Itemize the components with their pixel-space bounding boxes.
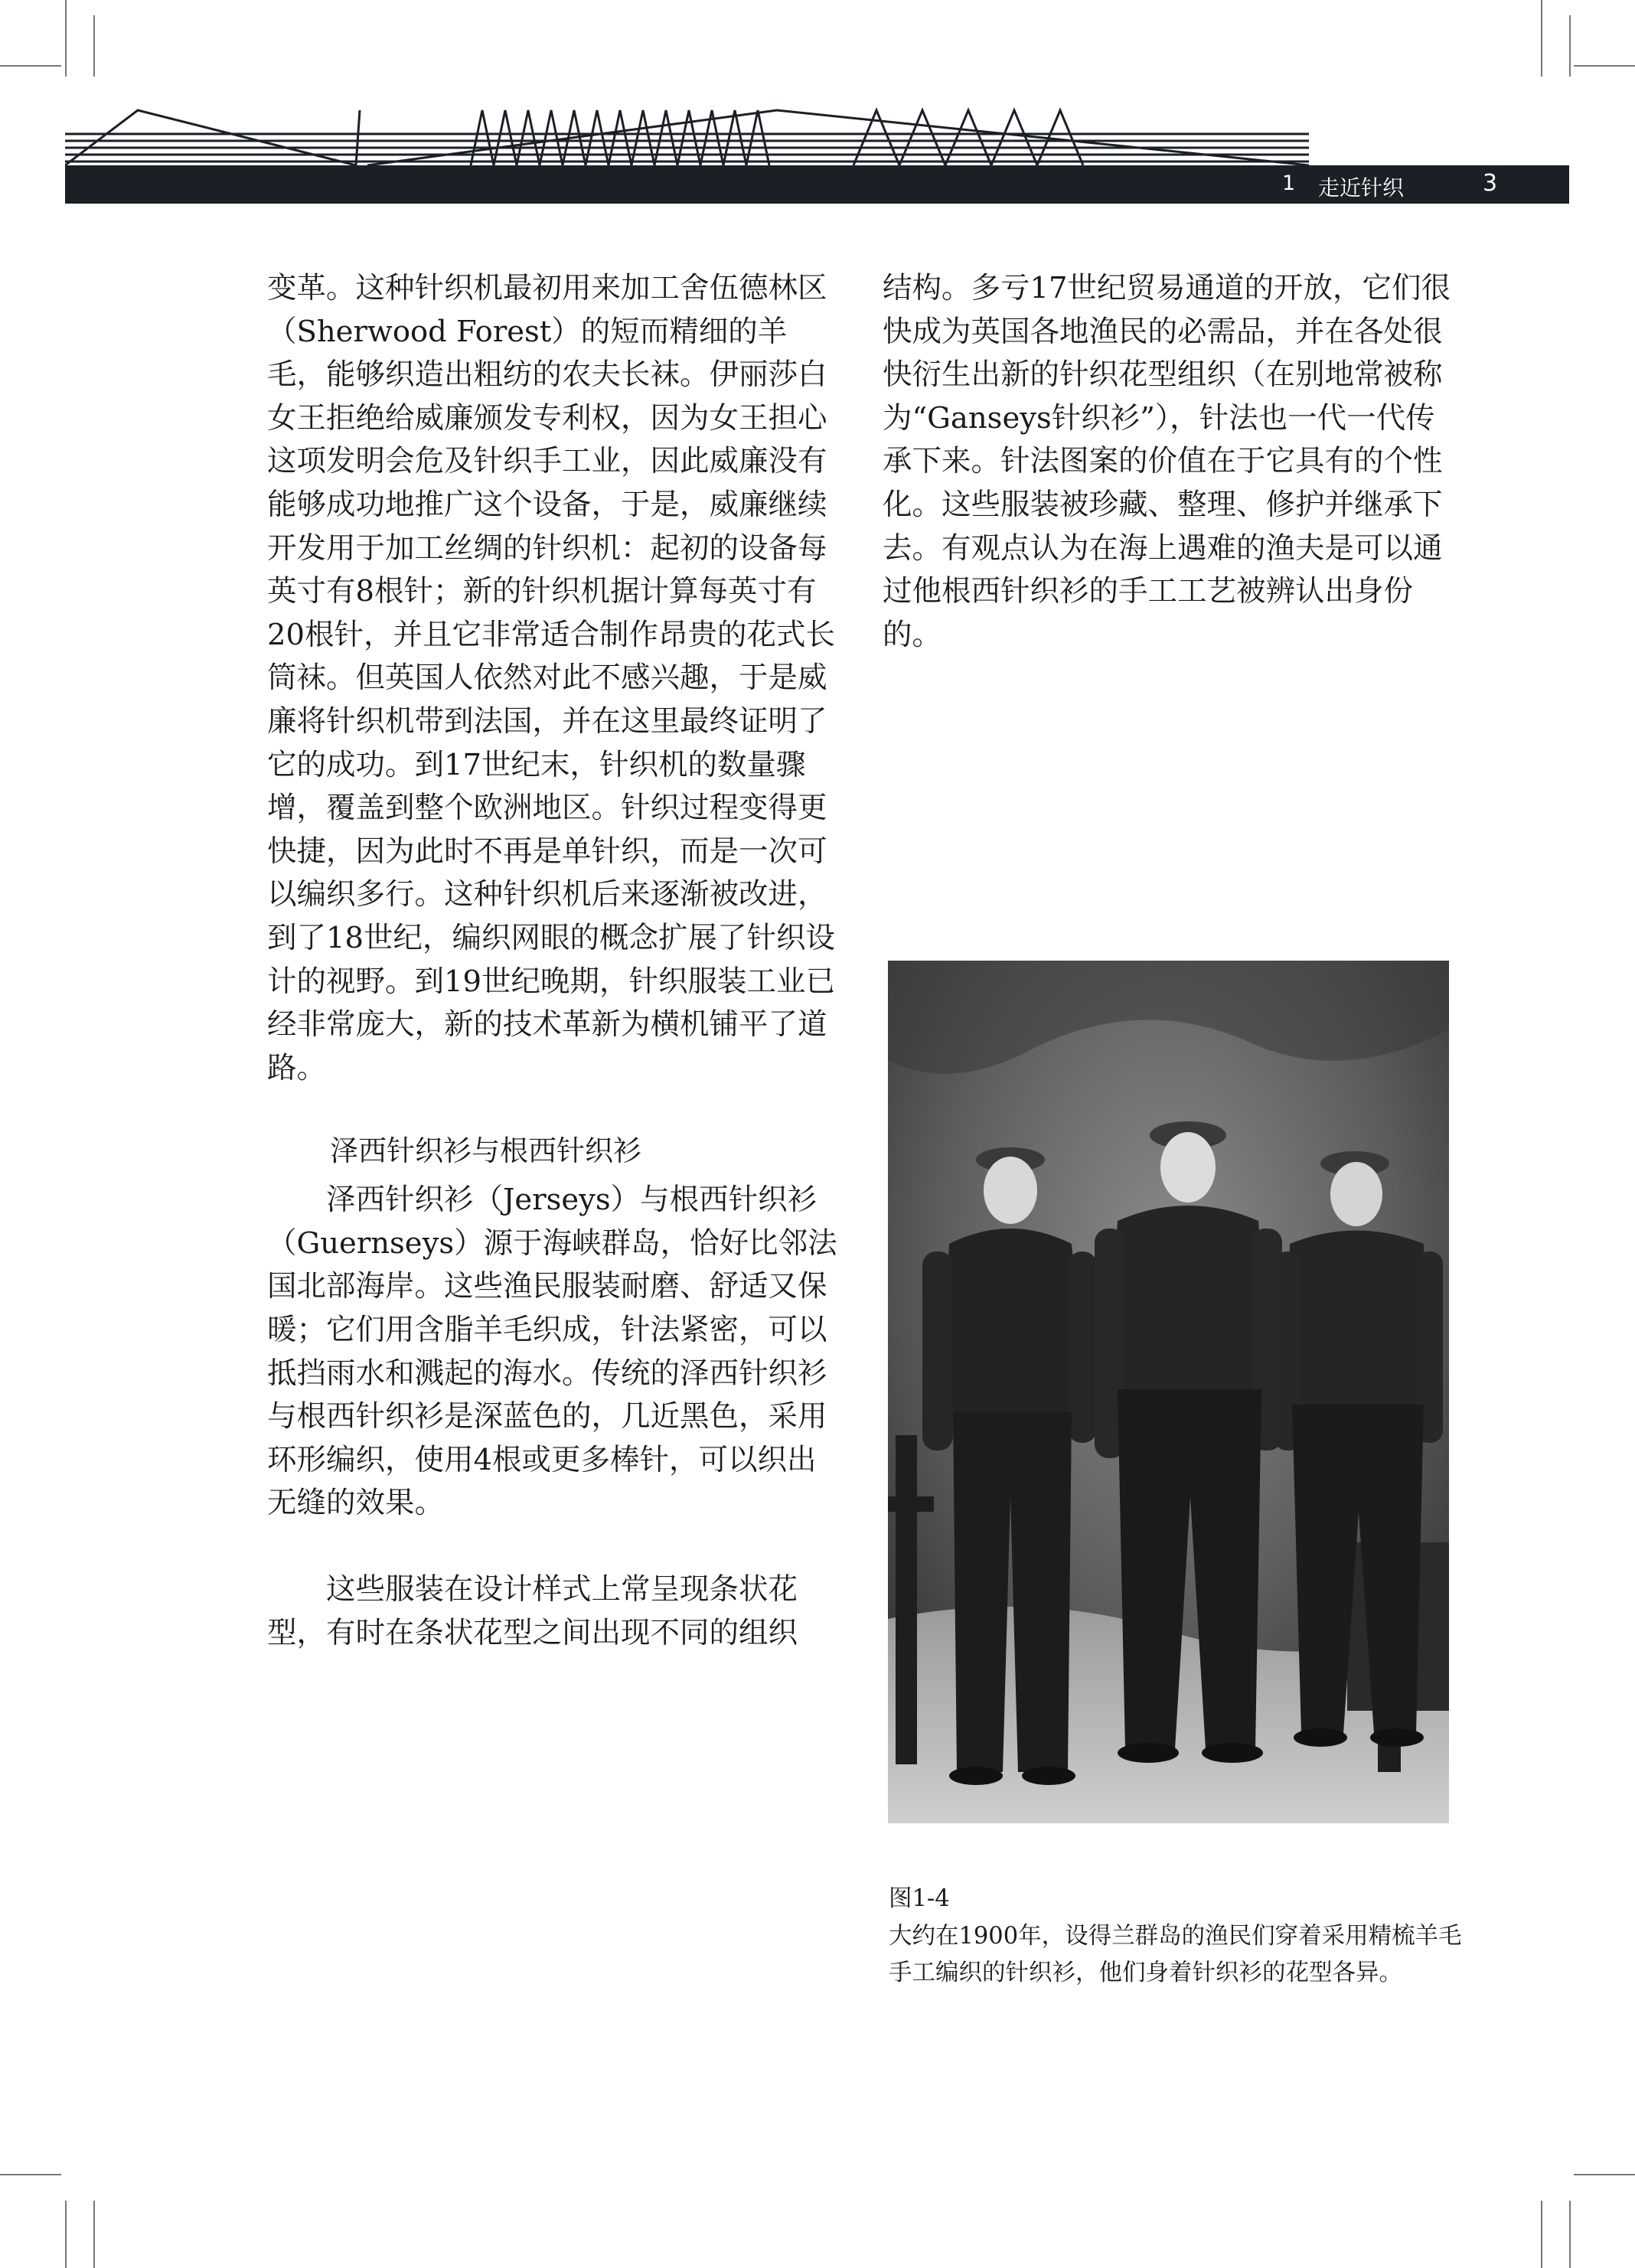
page-number: 3: [1483, 170, 1498, 197]
crop-mark: [1541, 2201, 1542, 2268]
fishermen-photograph: [888, 961, 1449, 1823]
left-column: [267, 267, 837, 1655]
body-paragraph: 变革。这种针织机最初用来加工舍伍德林区（Sherwood Forest）的短而精细的羊毛，能够织造出粗纺的农夫长袜。伊丽莎白女王拒绝给威廉颁发专利权，因为女王担心这项发明会危及针织手工业，因此威廉没有能够成功地推广这个设备，于是，威廉继续开发用于加工丝绸的针织机：起初的设备每英寸有8根针；新的针织机据计算每英寸有20根针，并且它非常适合制作昂贵的花式长筒袜。但英国人依然对此不感兴趣，于是威廉将针织机带到法国，并在这里最终证明了它的成功。到17世纪末，针织机的数量骤增，覆盖到整个欧洲地区。针织过程变得更快捷，因为此时不再是单针织，而是一次可以编织多行。这种针织机后来逐渐被改进，到了18世纪，编织网眼的概念扩展了针织设计的视野。到19世纪晚期，针织服装工业已经非常庞大，新的技术革新为横机铺平了道路。: [267, 271, 835, 1085]
chapter-title: 走近针织: [1318, 175, 1405, 201]
crop-mark: [65, 2201, 67, 2268]
crop-mark: [1569, 2201, 1571, 2268]
body-paragraph: 这些服装在设计样式上常呈现条状花型，有时在条状花型之间出现不同的组织: [267, 1572, 798, 1650]
body-paragraph: 泽西针织衫（Jerseys）与根西针织衫（Guernseys）源于海峡群岛，恰好比邻法国北部海岸。这些渔民服装耐磨、舒适又保暖；它们用含脂羊毛织成，针法紧密，可以抵挡雨水和溅起的海水。传统的泽西针织衫与根西针织衫是深蓝色的，几近黑色，采用环形编织，使用4根或更多棒针，可以织出无缝的效果。: [267, 1183, 837, 1521]
header-zigzag-ornament: [65, 106, 1309, 167]
body-paragraph: 结构。多亏17世纪贸易通道的开放，它们很快成为英国各地渔民的必需品，并在各处很快衍生出新的针织花型组织（在别地常被称为“Ganseys针织衫”），针法也一代一代传承下来。针法图案的价值在于它具有的个性化。这些服装被珍藏、整理、修护并继承下去。有观点认为在海上遇难的渔夫是可以通过他根西针织衫的手工工艺被辨认出身份的。: [883, 271, 1451, 652]
running-header: [65, 165, 1569, 204]
figure-caption-text: 大约在1900年，设得兰群岛的渔民们穿着采用精梳羊毛手工编织的针织衫，他们身着针织衫的花型各异。: [889, 1922, 1462, 1986]
figure-caption: [889, 1881, 1463, 1992]
crop-mark: [65, 0, 67, 77]
crop-mark: [0, 2174, 61, 2175]
crop-mark: [1541, 0, 1542, 77]
crop-mark: [1569, 15, 1571, 77]
crop-mark: [93, 15, 95, 77]
section-heading: 泽西针织衫与根西针织衫: [330, 1134, 641, 1168]
crop-mark: [1574, 65, 1635, 67]
right-column: [883, 267, 1457, 657]
figure-label: 图1-4: [889, 1885, 950, 1912]
chapter-number: 1: [1282, 171, 1296, 195]
crop-mark: [0, 65, 61, 67]
crop-mark: [1574, 2174, 1635, 2175]
crop-mark: [93, 2201, 95, 2268]
